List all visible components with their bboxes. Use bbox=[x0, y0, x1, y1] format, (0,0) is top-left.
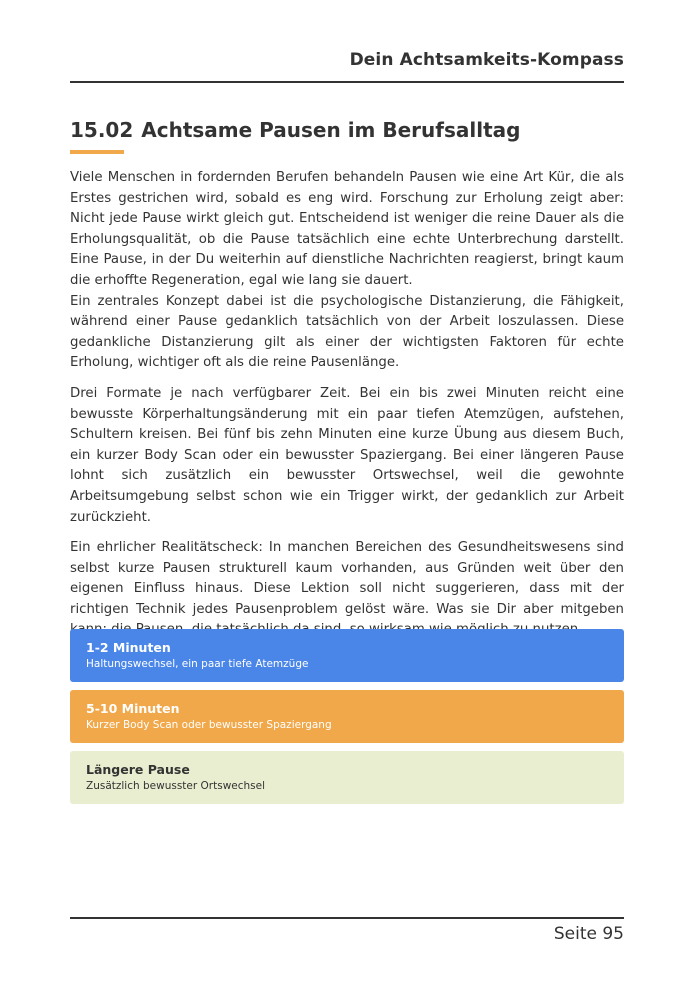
page-number: Seite 95 bbox=[553, 924, 624, 944]
pause-card-subtitle: Kurzer Body Scan oder bewusster Spaziergang bbox=[86, 719, 332, 731]
pause-format-cards bbox=[70, 629, 624, 812]
body-text bbox=[70, 168, 624, 651]
paragraph: Viele Menschen in fordernden Berufen behandeln Pausen wie eine Art Kür, die als Erstes gestrichen wird, sobald es eng wird. Forschung zur Erholung zeigt aber: Nicht jede Pause wirkt gleich gut. Entscheidend ist weniger die reine Dauer als die Erholungsqualität, ob die Pause tatsächlich eine echte Unterbrechung darstellt. Eine Pause, in der Du weiterhin auf dienstliche Nachrichten reagierst, bringt kaum die erhoffte Regeneration, egal wie lang sie dauert. bbox=[70, 170, 624, 288]
section-number: 15.02 bbox=[70, 118, 134, 142]
paragraph: Drei Formate je nach verfügbarer Zeit. Bei ein bis zwei Minuten reicht eine bewusste Körperhaltungsänderung mit ein paar tiefen Atemzügen, aufstehen, Schultern kreisen. Bei fünf bis zehn Minuten eine kurze Übung aus diesem Buch, ein kurzer Body Scan oder ein bewusster Spaziergang. Bei einer längeren Pause lohnt sich zusätzlich ein bewusster Ortswechsel, weil die gewohnte Arbeitsumgebung selbst schon wie ein Trigger wirkt, der gedanklich zur Arbeit zurückzieht. bbox=[70, 385, 624, 525]
header-divider bbox=[70, 81, 624, 83]
footer-divider bbox=[70, 917, 624, 919]
pause-card-subtitle: Haltungswechsel, ein paar tiefe Atemzüge bbox=[86, 658, 309, 670]
heading-accent-bar bbox=[70, 150, 124, 154]
pause-card-subtitle: Zusätzlich bewusster Ortswechsel bbox=[86, 780, 266, 792]
pause-card-title: Längere Pause bbox=[86, 762, 190, 777]
running-header-title: Dein Achtsamkeits-Kompass bbox=[349, 50, 624, 70]
paragraph: Ein zentrales Konzept dabei ist die psychologische Distanzierung, die Fähigkeit, während einer Pause gedanklich tatsächlich von der Arbeit loszulassen. Diese gedankliche Distanzierung gilt als einer der wichtigsten Faktoren für echte Erholung, wichtiger oft als die reine Pausenlänge. bbox=[70, 293, 624, 371]
pause-card-title: 1-2 Minuten bbox=[86, 640, 171, 655]
paragraph: Ein ehrlicher Realitätscheck: In manchen Bereichen des Gesundheitswesens sind selbst kurze Pausen strukturell kaum vorhanden, aus Gründen weit über den eigenen Einfluss hinaus. Diese Lektion soll nicht suggerieren, dass mit der richtigen Technik jedes Pausenproblem gelöst wäre. Was sie Dir aber mitgeben bbox=[70, 540, 624, 617]
pause-card-short bbox=[70, 629, 624, 682]
pause-card-title: 5-10 Minuten bbox=[86, 701, 180, 716]
pause-card-long bbox=[70, 751, 624, 804]
section-heading bbox=[70, 118, 520, 142]
book-page bbox=[70, 0, 624, 990]
pause-card-medium bbox=[70, 690, 624, 743]
section-title: Achtsame Pausen im Berufsalltag bbox=[141, 118, 521, 142]
